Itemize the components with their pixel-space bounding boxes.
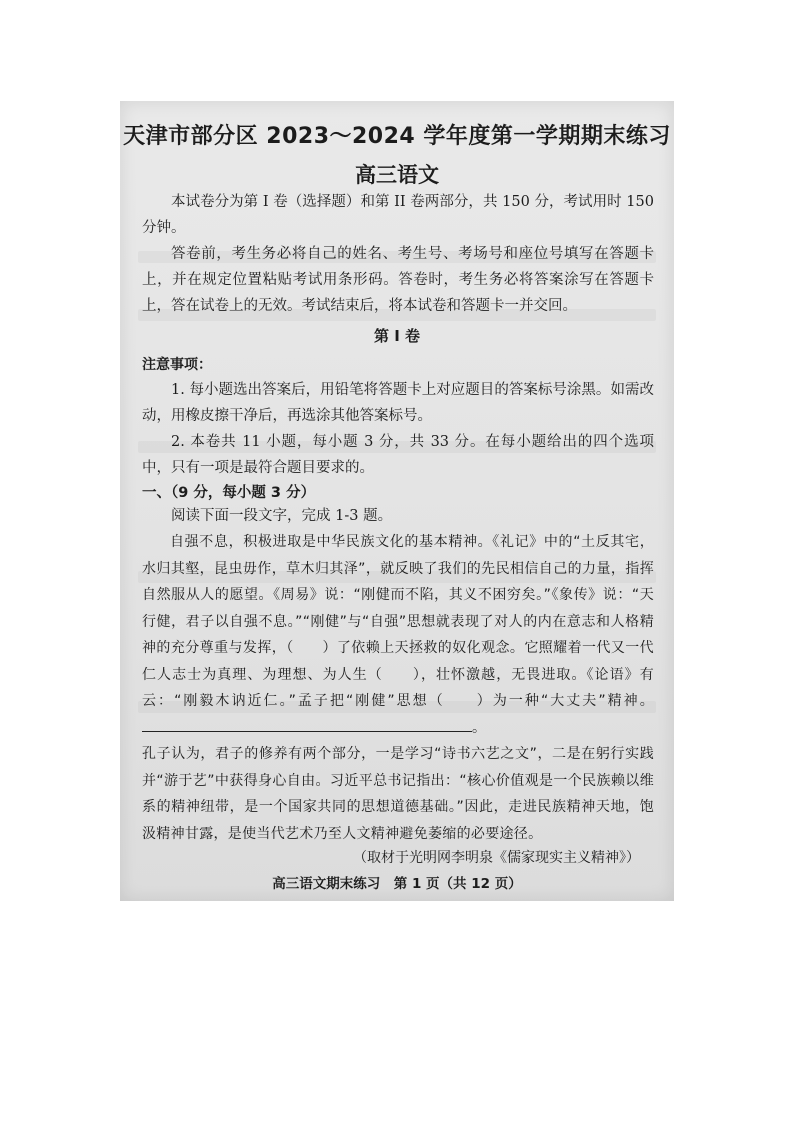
- exam-subject: 高三语文: [355, 163, 439, 187]
- passage-paragraph-2: 孔子认为，君子的修养有两个部分，一是学习“诗书六艺之文”，二是在躬行实践并“游于艺”中获得身心自由。习近平总书记指出：“核心价值观是一个民族赖以维系的精神纽带，是一个国家共同的思想道德基础。”因此，走进民族精神天地，饱汲精神甘露，是使当代艺术乃至人文精神避免萎缩的必要途径。: [142, 746, 654, 842]
- section-label: 第 I 卷: [373, 327, 421, 345]
- intro-paragraph-1: 本试卷分为第 I 卷（选择题）和第 II 卷两部分，共 150 分，考试用时 150 分钟。: [142, 194, 654, 236]
- passage-end-mark: 。: [472, 719, 487, 736]
- reading-passage: [142, 529, 654, 847]
- passage-paragraph-1: 自强不息，积极进取是中华民族文化的基本精神。《礼记》中的“土反其宅，水归其壑，昆虫毋作，草木归其泽”，就反映了我们的先民相信自己的力量，指挥自然服从人的愿望。《周易》说：“刚健而不陷，其义不困穷矣。”《象传》说：“天行健，君子以自强不息。”“刚健”与“自强”思想就表现了对人的内在意志和人格精神的充分尊重与发挥，（ ）了依赖上天拯救的奴化观念。它照耀着一代又一代仁人志士为真理、为理想、为人生（ ），壮怀激越，无畏进取。《论语》有云：“刚毅木讷近仁。”孟子把“刚健”思想（ ）为一种“大丈夫”精神。: [142, 534, 654, 709]
- answer-blank-line: [142, 717, 472, 732]
- page-footer: 高三语文期末练习 第 1 页（共 12 页）: [272, 876, 522, 892]
- passage-source: （取材于光明网李明泉《儒家现实主义精神》）: [353, 850, 640, 866]
- notice-item-2: 2. 本卷共 11 小题，每小题 3 分，共 33 分。在每小题给出的四个选项中，只有一项是最符合题目要求的。: [142, 434, 654, 476]
- exam-title: 天津市部分区 2023～2024 学年度第一学期期末练习: [123, 124, 671, 149]
- notice-item-1: 1. 每小题选出答案后，用铅笔将答题卡上对应题目的答案标号涂黑。如需改动，用橡皮擦干净后，再选涂其他答案标号。: [142, 382, 654, 424]
- intro-paragraph-2: 答卷前，考生务必将自己的姓名、考生号、考场号和座位号填写在答题卡上，并在规定位置粘贴考试用条形码。答卷时，考生务必将答案涂写在答题卡上，答在试卷上的无效。考试结束后，将本试卷和答题卡一并交回。: [142, 246, 654, 314]
- question-instruction: 阅读下面一段文字，完成 1-3 题。: [171, 508, 393, 524]
- notice-heading: 注意事项：: [142, 357, 212, 373]
- question-heading: 一、（9 分，每小题 3 分）: [142, 485, 316, 501]
- exam-paper-photo: [120, 101, 674, 901]
